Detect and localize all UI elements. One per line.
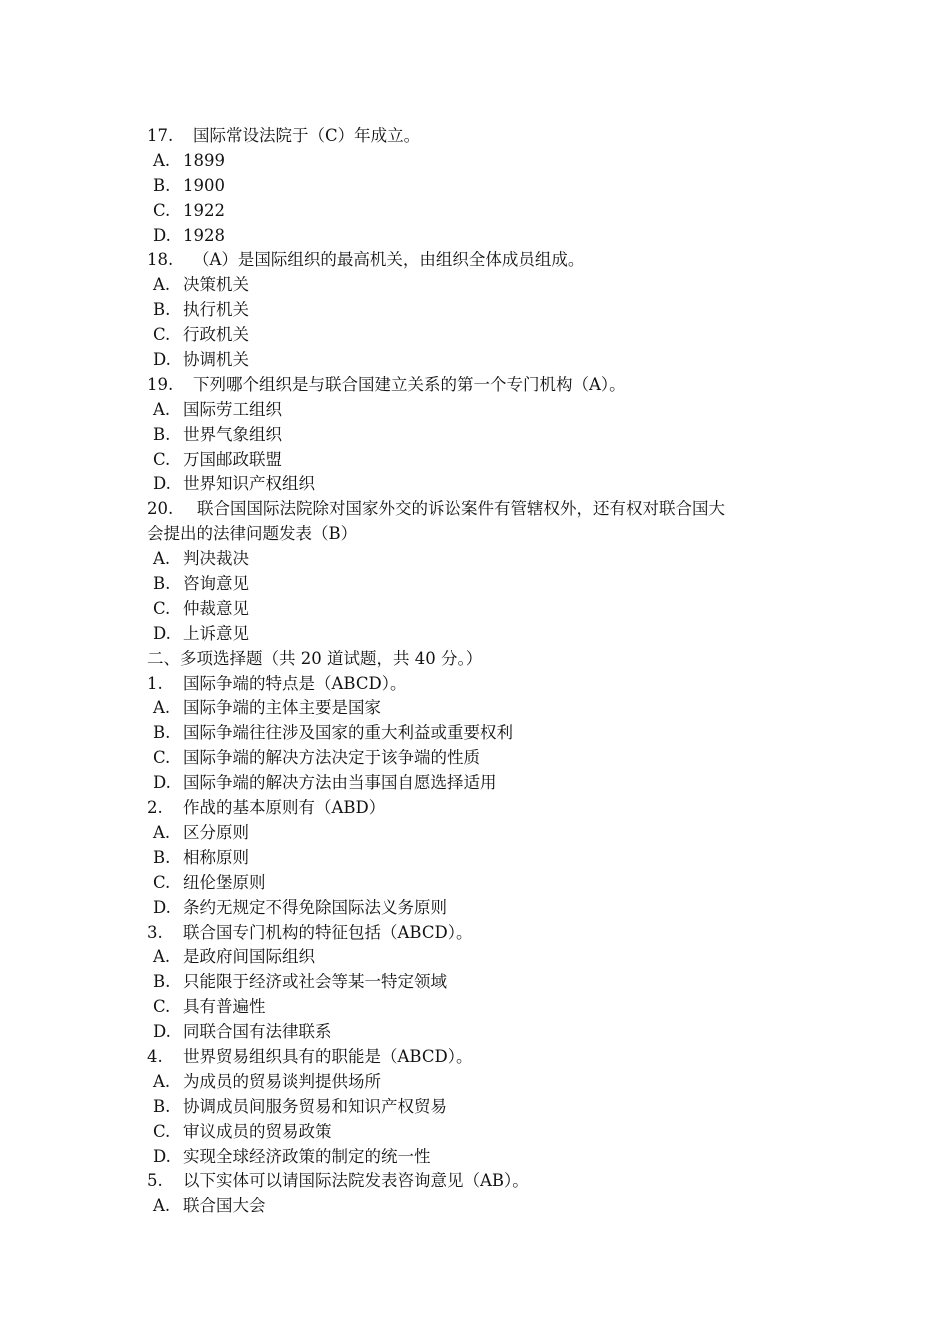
option-letter: A.: [153, 1071, 171, 1091]
option-text: 仲裁意见: [183, 598, 249, 618]
question-text: 联合国专门机构的特征包括（ABCD）。: [183, 922, 473, 942]
option-letter: A.: [153, 275, 171, 295]
option-text: 为成员的贸易谈判提供场所: [183, 1071, 381, 1091]
option-letter: C.: [153, 748, 171, 768]
question-number: 18.: [147, 250, 174, 270]
option-text: 1900: [183, 175, 225, 195]
question-text: 国际常设法院于（C）年成立。: [193, 126, 421, 145]
option-letter: A.: [153, 1196, 171, 1216]
option-line: [147, 945, 817, 970]
option-line: [147, 323, 817, 348]
option-letter: D.: [153, 474, 171, 494]
option-line: [147, 771, 817, 796]
option-text: 咨询意见: [183, 574, 249, 594]
option-letter: B.: [153, 424, 171, 444]
option-line: [147, 1020, 817, 1045]
question-number: 20.: [147, 499, 174, 519]
option-letter: A.: [153, 399, 171, 419]
option-line: [147, 746, 817, 771]
option-text: 是政府间国际组织: [183, 947, 315, 967]
option-text: 行政机关: [183, 325, 249, 345]
option-letter: B.: [153, 300, 171, 320]
option-letter: D.: [153, 1022, 171, 1042]
option-letter: B.: [153, 723, 171, 743]
option-text: 只能限于经济或社会等某一特定领域: [183, 972, 447, 992]
option-text: 判决裁决: [183, 549, 249, 569]
option-line: [147, 622, 817, 647]
option-text: 1928: [183, 225, 225, 245]
question-line: [147, 1045, 817, 1070]
question-line: [147, 497, 817, 522]
option-letter: B.: [153, 972, 171, 992]
option-text: 区分原则: [183, 822, 249, 842]
option-letter: C.: [153, 997, 171, 1017]
option-text: 世界知识产权组织: [183, 474, 315, 494]
question-number: 2.: [147, 798, 163, 818]
option-text: 实现全球经济政策的制定的统一性: [183, 1146, 431, 1166]
option-letter: D.: [153, 897, 171, 917]
option-line: [147, 273, 817, 298]
option-text: 国际争端的解决方法由当事国自愿选择适用: [183, 773, 497, 793]
option-line: [147, 547, 817, 572]
option-letter: B.: [153, 847, 171, 867]
question-line: [147, 248, 817, 273]
option-text: 联合国大会: [183, 1196, 266, 1216]
question-number: 1.: [147, 673, 163, 693]
option-text: 世界气象组织: [183, 424, 282, 444]
option-line: [147, 821, 817, 846]
question-text: 作战的基本原则有（ABD）: [183, 798, 386, 818]
option-letter: D.: [153, 1146, 171, 1166]
option-text: 相称原则: [183, 847, 249, 867]
question-number: 19.: [147, 374, 174, 394]
option-line: [147, 448, 817, 473]
option-letter: A.: [153, 150, 171, 170]
option-text: 1899: [183, 150, 225, 170]
option-letter: C.: [153, 872, 171, 892]
question-line: [147, 1169, 817, 1194]
text-line: 二、多项选择题（共 20 道试题，共 40 分。）: [147, 648, 483, 668]
option-line: [147, 472, 817, 497]
option-letter: C.: [153, 325, 171, 345]
option-text: 决策机关: [183, 275, 249, 295]
option-line: [147, 572, 817, 597]
option-line: [147, 696, 817, 721]
option-line: [147, 995, 817, 1020]
text-line: 会提出的法律问题发表（B）: [147, 524, 358, 544]
question-line: [147, 672, 817, 697]
option-line: [147, 1070, 817, 1095]
option-text: 协调成员间服务贸易和知识产权贸易: [183, 1096, 447, 1116]
option-text: 上诉意见: [183, 623, 249, 643]
option-line: [147, 348, 817, 373]
option-letter: D.: [153, 350, 171, 370]
question-line: [147, 124, 817, 149]
option-line: [147, 1145, 817, 1170]
question-text: 世界贸易组织具有的职能是（ABCD）。: [183, 1046, 473, 1066]
question-number: 17.: [147, 126, 174, 145]
option-letter: C.: [153, 200, 171, 220]
question-text: 下列哪个组织是与联合国建立关系的第一个专门机构（A）。: [193, 374, 626, 394]
option-text: 条约无规定不得免除国际法义务原则: [183, 897, 447, 917]
question-number: 3.: [147, 922, 163, 942]
question-text: 国际争端的特点是（ABCD）。: [183, 673, 407, 693]
option-letter: C.: [153, 598, 171, 618]
option-text: 审议成员的贸易政策: [183, 1121, 332, 1141]
option-line: [147, 149, 817, 174]
question-text: （A）是国际组织的最高机关，由组织全体成员组成。: [193, 250, 585, 270]
option-line: [147, 423, 817, 448]
question-number: 4.: [147, 1046, 163, 1066]
option-text: 1922: [183, 200, 225, 220]
option-letter: D.: [153, 623, 171, 643]
option-text: 万国邮政联盟: [183, 449, 282, 469]
option-text: 执行机关: [183, 300, 249, 320]
option-letter: C.: [153, 1121, 171, 1141]
option-letter: D.: [153, 773, 171, 793]
option-letter: B.: [153, 175, 171, 195]
option-letter: B.: [153, 574, 171, 594]
option-letter: A.: [153, 947, 171, 967]
option-line: [147, 199, 817, 224]
option-line: [147, 896, 817, 921]
option-text: 国际争端的主体主要是国家: [183, 698, 381, 718]
question-number: 5.: [147, 1171, 163, 1191]
question-line: [147, 921, 817, 946]
document-body: [147, 124, 817, 1219]
option-letter: C.: [153, 449, 171, 469]
option-letter: A.: [153, 549, 171, 569]
option-line: [147, 224, 817, 249]
option-text: 协调机关: [183, 350, 249, 370]
option-letter: D.: [153, 225, 171, 245]
option-letter: A.: [153, 822, 171, 842]
option-line: [147, 1095, 817, 1120]
option-line: [147, 597, 817, 622]
question-line: [147, 373, 817, 398]
option-line: [147, 871, 817, 896]
question-text: 联合国国际法院除对国家外交的诉讼案件有管辖权外，还有权对联合国大: [197, 499, 725, 519]
option-line: [147, 398, 817, 423]
option-line: [147, 721, 817, 746]
option-text: 纽伦堡原则: [183, 872, 266, 892]
option-text: 国际争端的解决方法决定于该争端的性质: [183, 748, 480, 768]
question-line: [147, 796, 817, 821]
option-text: 同联合国有法律联系: [183, 1022, 332, 1042]
question-text: 以下实体可以请国际法院发表咨询意见（AB）。: [183, 1171, 529, 1191]
option-line: [147, 970, 817, 995]
option-line: [147, 298, 817, 323]
option-letter: A.: [153, 698, 171, 718]
option-text: 国际争端往往涉及国家的重大利益或重要权利: [183, 723, 513, 743]
option-letter: B.: [153, 1096, 171, 1116]
option-line: [147, 846, 817, 871]
option-line: [147, 1120, 817, 1145]
option-text: 具有普遍性: [183, 997, 266, 1017]
option-line: [147, 174, 817, 199]
option-line: [147, 1194, 817, 1219]
option-text: 国际劳工组织: [183, 399, 282, 419]
